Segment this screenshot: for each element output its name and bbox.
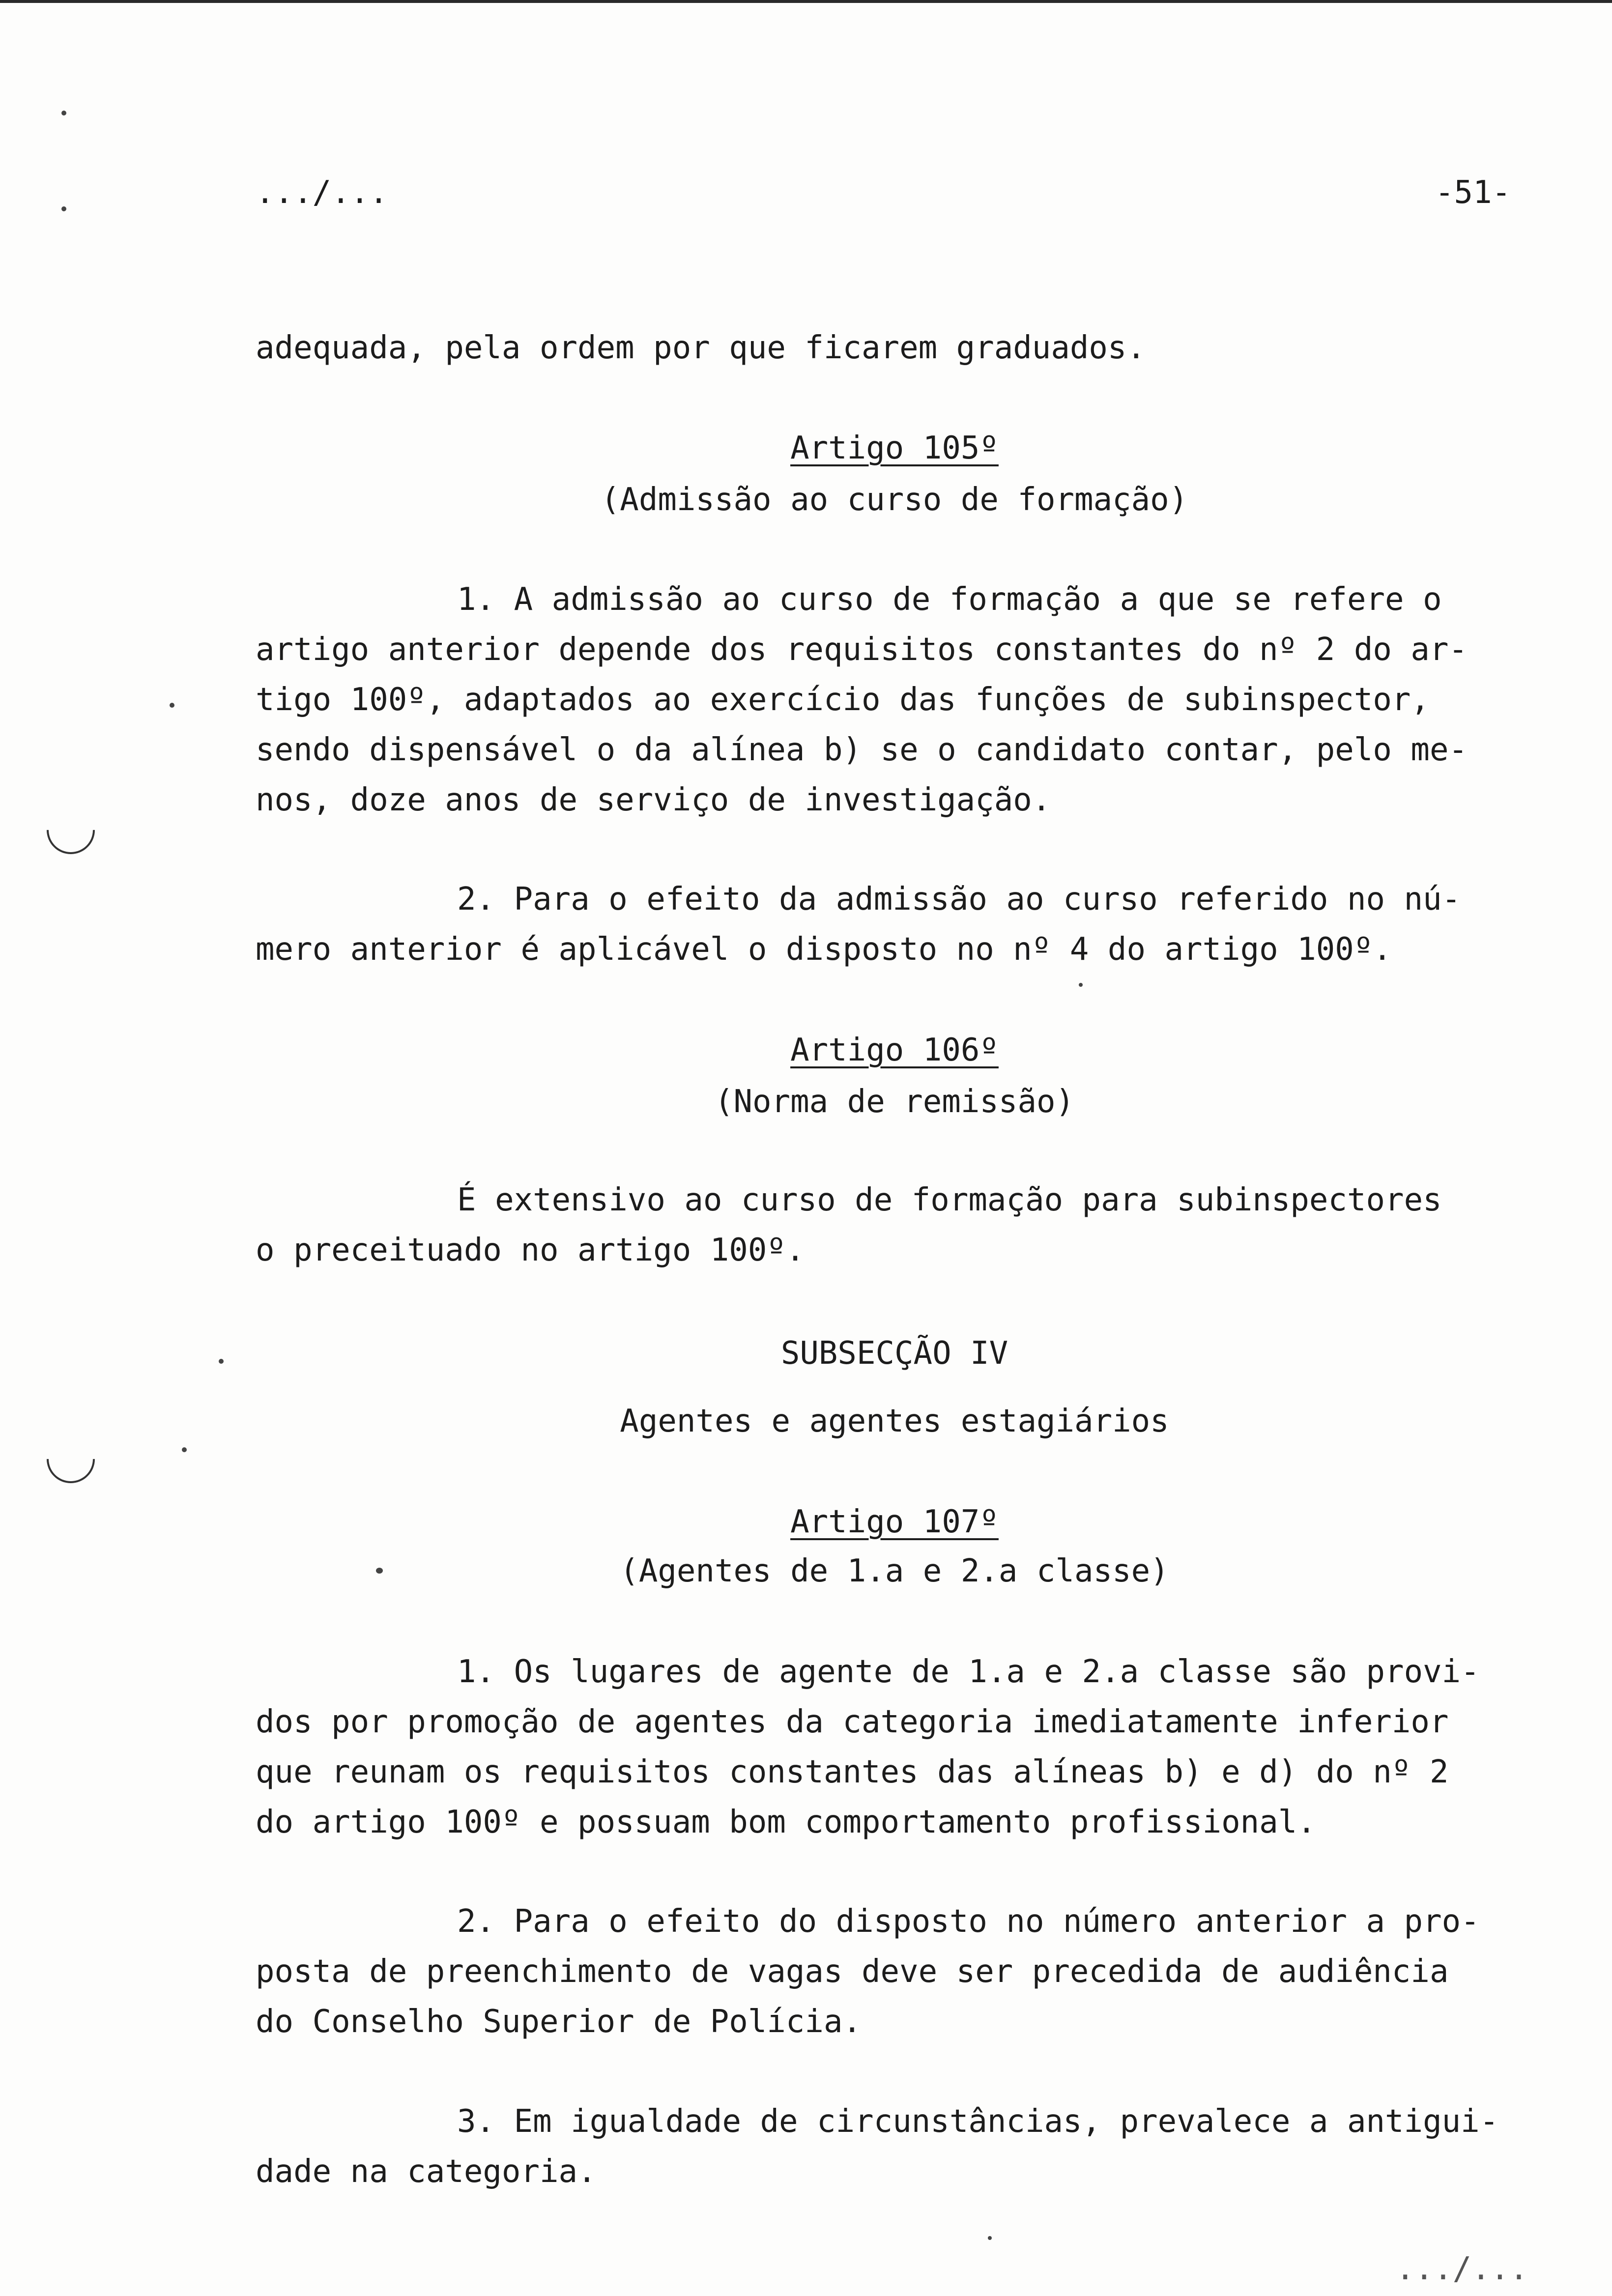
scan-speck	[61, 111, 66, 115]
scan-speck	[1079, 983, 1083, 987]
article-107-subtitle: (Agentes de 1.a e 2.a classe)	[620, 1553, 1169, 1589]
scan-speck	[61, 206, 66, 211]
scan-speck	[376, 1568, 383, 1574]
article-105-subtitle: (Admissão ao curso de formação)	[601, 482, 1188, 518]
scan-speck	[988, 2236, 992, 2240]
article-107-p2-line: do Conselho Superior de Polícia.	[256, 2004, 862, 2040]
article-107-p2-line: posta de preenchimento de vagas deve ser precedida de audiência	[256, 1953, 1449, 1990]
article-105-p1-line: 1. A admissão ao curso de formação a que se refere o	[457, 581, 1442, 618]
article-107-title: Artigo 107º	[790, 1504, 999, 1540]
article-105-p1-line: artigo anterior depende dos requisitos constantes do nº 2 do ar-	[256, 631, 1468, 668]
subsection-subtitle: Agentes e agentes estagiários	[620, 1403, 1169, 1439]
continuation-marker-top: .../...	[256, 174, 388, 211]
scan-speck	[170, 703, 174, 708]
article-106-subtitle: (Norma de remissão)	[714, 1084, 1075, 1120]
article-107-p1-line: 1. Os lugares de agente de 1.a e 2.a classe são provi-	[457, 1654, 1480, 1690]
article-105-p1-line: sendo dispensável o da alínea b) se o candidato contar, pelo me-	[256, 732, 1468, 768]
article-107-p1-line: do artigo 100º e possuam bom comportamento profissional.	[256, 1804, 1316, 1840]
article-107-p3-line: dade na categoria.	[256, 2153, 597, 2190]
article-107-p1-line: dos por promoção de agentes da categoria imediatamente inferior	[256, 1704, 1449, 1740]
continuation-marker-bottom: .../...	[1396, 2251, 1528, 2287]
scan-top-border	[0, 0, 1612, 3]
subsection-title: SUBSECÇÃO IV	[780, 1335, 1008, 1372]
intro-line: adequada, pela ordem por que ficarem graduados.	[256, 330, 1146, 366]
article-105-p1-line: nos, doze anos de serviço de investigação.	[256, 782, 1051, 818]
article-105-p2-line: mero anterior é aplicável o disposto no nº 4 do artigo 100º.	[256, 931, 1392, 968]
article-106-title: Artigo 106º	[790, 1032, 999, 1068]
article-106-p1-line: o preceituado no artigo 100º.	[256, 1232, 805, 1268]
scan-speck	[182, 1447, 187, 1452]
article-107-p2-line: 2. Para o efeito do disposto no número anterior a pro-	[457, 1903, 1480, 1940]
scan-speck	[219, 1359, 224, 1364]
punch-hole-mark	[37, 796, 105, 864]
article-105-title: Artigo 105º	[790, 430, 999, 466]
article-105-p2-line: 2. Para o efeito da admissão ao curso referido no nú-	[457, 881, 1461, 918]
page-number: -51-	[1435, 174, 1511, 211]
article-107-p1-line: que reunam os requisitos constantes das alíneas b) e d) do nº 2	[256, 1754, 1449, 1790]
article-106-p1-line: É extensivo ao curso de formação para subinspectores	[457, 1182, 1442, 1218]
article-107-p3-line: 3. Em igualdade de circunstâncias, prevalece a antigui-	[457, 2103, 1499, 2140]
article-105-p1-line: tigo 100º, adaptados ao exercício das funções de subinspector,	[256, 682, 1430, 718]
